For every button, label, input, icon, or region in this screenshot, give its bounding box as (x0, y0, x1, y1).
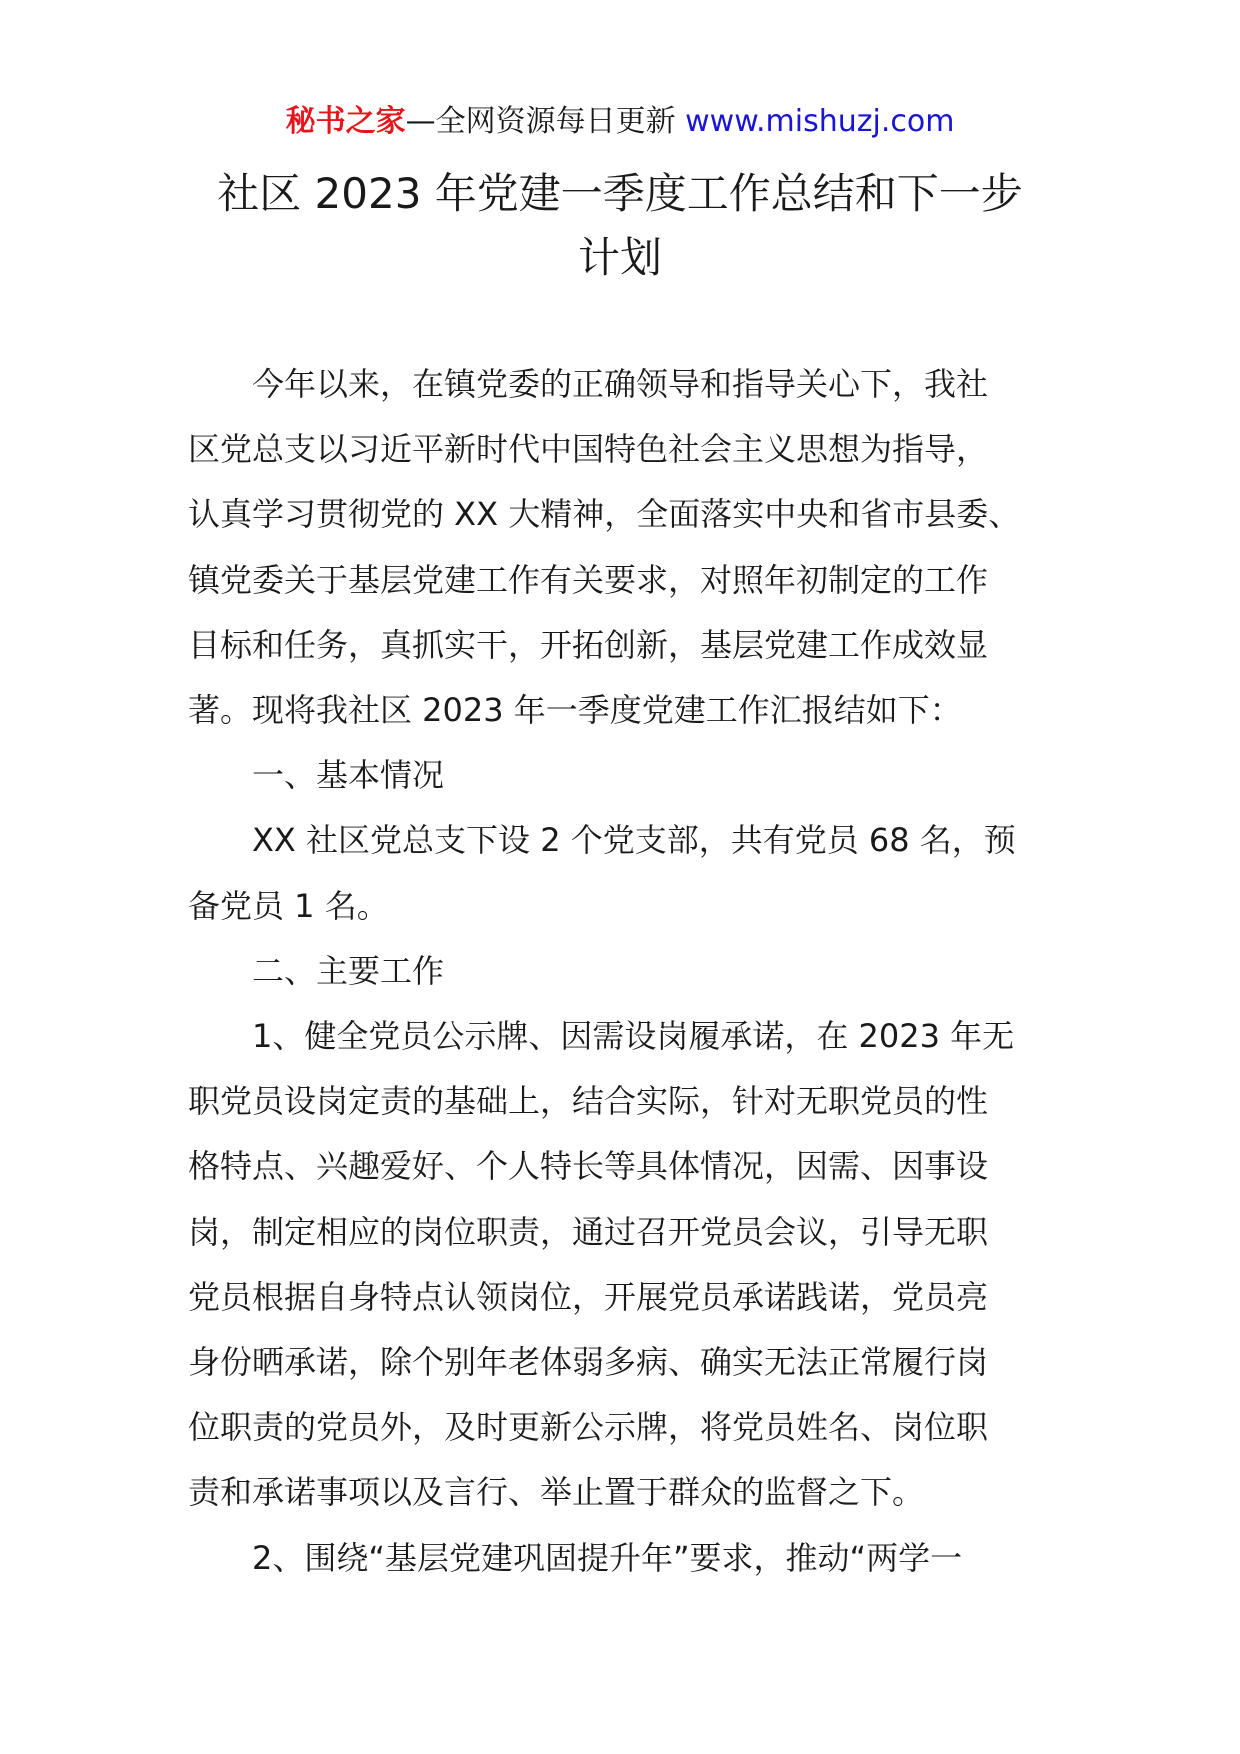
text-line: 责和承诺事项以及言行、举止置于群众的监督之下。 (188, 1473, 925, 1512)
title-line: 社区 2023 年党建一季度工作总结和下一步 (217, 169, 1023, 218)
section-heading-main-work (188, 939, 1054, 1004)
heading-line: 二、主要工作 (252, 951, 445, 990)
text-line: 今年以来，在镇党委的正确领导和指导关心下，我社 (252, 365, 989, 403)
site-header (0, 100, 1240, 144)
text-line: 职党员设岗定责的基础上，结合实际，针对无职党员的性 (188, 1082, 989, 1121)
brand-name: 秘书之家 (285, 104, 406, 139)
text-line: 位职责的党员外，及时更新公示牌，将党员姓名、岗位职 (188, 1408, 989, 1447)
text-line: 著。现将我社区 2023 年一季度党建工作汇报结如下： (188, 691, 962, 730)
text-line: 镇党委关于基层党建工作有关要求，对照年初制定的工作 (188, 560, 989, 599)
paragraph-intro (188, 352, 1054, 743)
text-line: 目标和任务，真抓实干，开拓创新，基层党建工作成效显 (188, 625, 989, 664)
text-line: 格特点、兴趣爱好、个人特长等具体情况，因需、因事设 (188, 1147, 989, 1186)
document-body (188, 352, 1054, 1591)
paragraph-item-1 (188, 1004, 1054, 1526)
text-line: XX 社区党总支下设 2 个党支部，共有党员 68 名，预 (252, 821, 1016, 860)
paragraph-item-2 (188, 1526, 1054, 1591)
header-tagline: —全网资源每日更新 (405, 104, 686, 139)
site-url-link[interactable]: www.mishuzj.com (685, 104, 955, 139)
text-line: 区党总支以习近平新时代中国特色社会主义思想为指导， (188, 430, 989, 469)
text-line: 身份晒承诺，除个别年老体弱多病、确实无法正常履行岗 (188, 1343, 989, 1382)
title-line: 计划 (577, 233, 662, 282)
text-line: 认真学习贯彻党的 XX 大精神，全面落实中央和省市县委、 (188, 495, 1021, 534)
text-line: 党员根据自身特点认领岗位，开展党员承诺践诺，党员亮 (188, 1277, 989, 1316)
section-heading-basic (188, 743, 1054, 808)
text-line: 备党员 1 名。 (188, 886, 389, 925)
text-line: 2、围绕“基层党建巩固提升年”要求，推动“两学一 (252, 1538, 963, 1577)
text-line: 岗，制定相应的岗位职责，通过召开党员会议，引导无职 (188, 1212, 989, 1251)
document-title (150, 162, 1090, 290)
paragraph-basic-info (188, 808, 1054, 938)
text-line: 1、健全党员公示牌、因需设岗履承诺，在 2023 年无 (252, 1017, 1015, 1056)
heading-line: 一、基本情况 (252, 756, 445, 795)
